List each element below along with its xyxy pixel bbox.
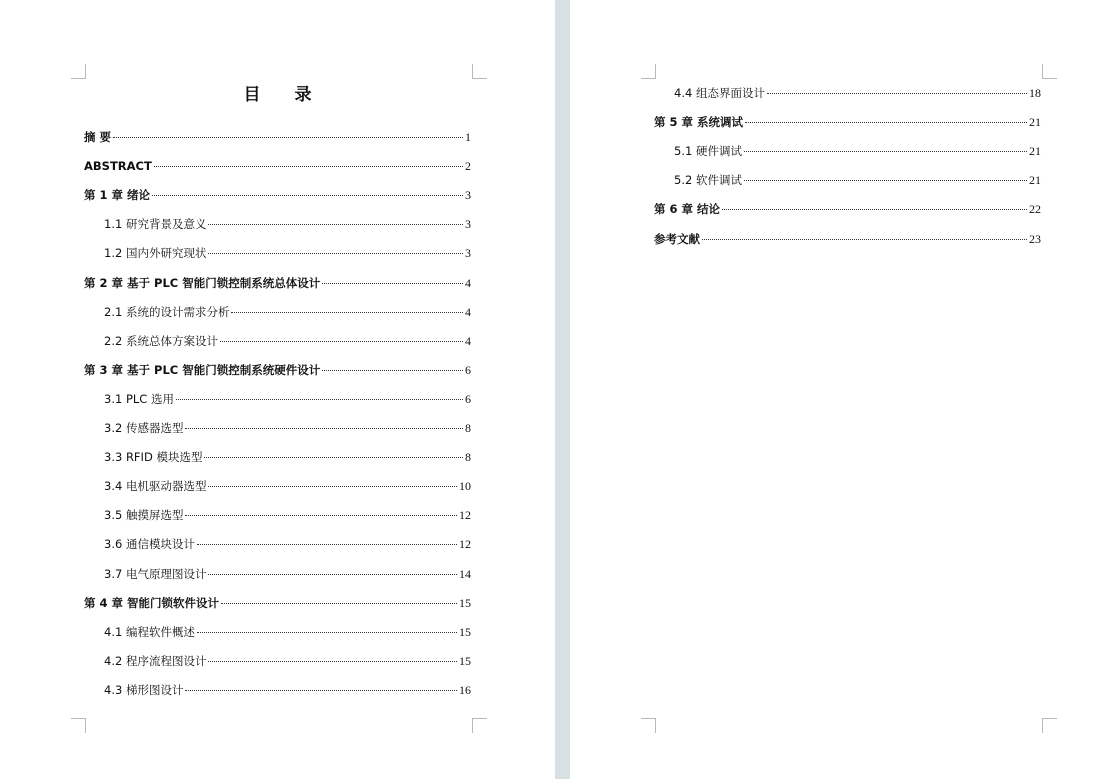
toc-dot-leader xyxy=(185,690,457,691)
crop-mark-top-left xyxy=(71,64,86,79)
toc-entry-page-number: 4 xyxy=(465,334,471,348)
toc-entry-label: 3.6 通信模块设计 xyxy=(104,537,195,551)
toc-dot-leader xyxy=(702,239,1027,240)
toc-entry-label: 2.2 系统总体方案设计 xyxy=(104,334,218,348)
toc-entry[interactable] xyxy=(84,129,471,145)
toc-dot-leader xyxy=(767,93,1027,94)
toc-entry-label: 第 3 章 基于 PLC 智能门锁控制系统硬件设计 xyxy=(84,363,321,377)
toc-entry-page-number: 15 xyxy=(459,596,471,610)
toc-entry-page-number: 23 xyxy=(1029,232,1041,246)
toc-dot-leader xyxy=(152,195,463,196)
toc-dot-leader xyxy=(197,632,457,633)
toc-entry-page-number: 1 xyxy=(465,130,471,144)
toc-entry-label: 3.3 RFID 模块选型 xyxy=(104,450,203,464)
toc-entry-page-number: 2 xyxy=(465,159,471,173)
toc-dot-leader xyxy=(197,544,457,545)
toc-entry[interactable] xyxy=(104,478,471,494)
toc-entry-page-number: 12 xyxy=(459,537,471,551)
toc-entry-label: 参考文献 xyxy=(654,232,700,246)
toc-entry-label: 4.1 编程软件概述 xyxy=(104,625,195,639)
toc-entry[interactable] xyxy=(84,595,471,611)
toc-entry[interactable] xyxy=(104,304,471,320)
toc-entry-page-number: 10 xyxy=(459,479,471,493)
toc-entry-label: 3.4 电机驱动器选型 xyxy=(104,479,207,493)
toc-dot-leader xyxy=(208,661,457,662)
toc-entry[interactable] xyxy=(104,391,471,407)
document-page-left xyxy=(0,0,555,779)
toc-dot-leader xyxy=(745,122,1027,123)
toc-entry[interactable] xyxy=(104,507,471,523)
toc-entry-page-number: 18 xyxy=(1029,86,1041,100)
toc-title: 目 录 xyxy=(243,85,326,105)
toc-entry-label: 1.1 研究背景及意义 xyxy=(104,217,207,231)
toc-entry-page-number: 3 xyxy=(465,188,471,202)
toc-entry[interactable] xyxy=(104,624,471,640)
toc-entry-page-number: 4 xyxy=(465,276,471,290)
crop-mark-top-left xyxy=(641,64,656,79)
toc-entry-label: 3.1 PLC 选用 xyxy=(104,392,174,406)
toc-dot-leader xyxy=(154,166,463,167)
toc-entry-page-number: 16 xyxy=(459,683,471,697)
toc-entry[interactable] xyxy=(104,566,471,582)
toc-dot-leader xyxy=(208,224,463,225)
toc-entry[interactable] xyxy=(104,449,471,465)
toc-entry-label: 5.1 硬件调试 xyxy=(674,144,742,158)
toc-dot-leader xyxy=(113,137,463,138)
toc-dot-leader xyxy=(204,457,463,458)
toc-entry[interactable] xyxy=(104,682,471,698)
toc-dot-leader xyxy=(322,370,463,371)
toc-entry-label: 4.4 组态界面设计 xyxy=(674,86,765,100)
crop-mark-bottom-right xyxy=(1042,718,1057,733)
toc-entry-label: 4.3 梯形图设计 xyxy=(104,683,184,697)
toc-entry-label: 第 4 章 智能门锁软件设计 xyxy=(84,596,220,610)
toc-dot-leader xyxy=(744,151,1027,152)
toc-entry[interactable] xyxy=(654,114,1041,130)
toc-dot-leader xyxy=(176,399,463,400)
toc-entry-label: ABSTRACT xyxy=(84,159,152,173)
toc-entry-page-number: 21 xyxy=(1029,173,1041,187)
toc-dot-leader xyxy=(322,283,463,284)
toc-dot-leader xyxy=(231,312,463,313)
toc-entry[interactable] xyxy=(84,187,471,203)
toc-entry-page-number: 12 xyxy=(459,508,471,522)
toc-entry[interactable] xyxy=(84,158,471,174)
toc-entry[interactable] xyxy=(84,362,471,378)
toc-entry[interactable] xyxy=(654,201,1041,217)
toc-entry[interactable] xyxy=(654,231,1041,247)
toc-dot-leader xyxy=(185,515,457,516)
toc-entry-page-number: 6 xyxy=(465,392,471,406)
toc-entry[interactable] xyxy=(674,143,1041,159)
toc-entry-label: 5.2 软件调试 xyxy=(674,173,742,187)
toc-entry-label: 第 2 章 基于 PLC 智能门锁控制系统总体设计 xyxy=(84,276,321,290)
toc-entry-label: 3.7 电气原理图设计 xyxy=(104,567,207,581)
toc-entry-page-number: 8 xyxy=(465,421,471,435)
toc-dot-leader xyxy=(221,603,457,604)
toc-entry[interactable] xyxy=(104,245,471,261)
crop-mark-bottom-left xyxy=(641,718,656,733)
toc-entry-label: 摘 要 xyxy=(84,130,112,144)
toc-entry-label: 2.1 系统的设计需求分析 xyxy=(104,305,230,319)
document-page-right xyxy=(570,0,1120,779)
toc-dot-leader xyxy=(208,253,463,254)
toc-entry-page-number: 8 xyxy=(465,450,471,464)
toc-entry-page-number: 15 xyxy=(459,654,471,668)
toc-entry[interactable] xyxy=(104,216,471,232)
toc-entry[interactable] xyxy=(104,536,471,552)
toc-entry[interactable] xyxy=(674,172,1041,188)
crop-mark-top-right xyxy=(472,64,487,79)
toc-entry[interactable] xyxy=(674,85,1041,101)
toc-dot-leader xyxy=(208,486,457,487)
toc-dot-leader xyxy=(744,180,1027,181)
crop-mark-bottom-right xyxy=(472,718,487,733)
toc-entry-label: 4.2 程序流程图设计 xyxy=(104,654,207,668)
toc-entry-page-number: 6 xyxy=(465,363,471,377)
toc-dot-leader xyxy=(722,209,1027,210)
toc-entry-label: 1.2 国内外研究现状 xyxy=(104,246,207,260)
toc-entry-page-number: 4 xyxy=(465,305,471,319)
toc-entry-label: 第 5 章 系统调试 xyxy=(654,115,744,129)
toc-entry-page-number: 21 xyxy=(1029,144,1041,158)
toc-entry-page-number: 22 xyxy=(1029,202,1041,216)
toc-entry-page-number: 14 xyxy=(459,567,471,581)
toc-entry-page-number: 21 xyxy=(1029,115,1041,129)
toc-entry[interactable] xyxy=(104,420,471,436)
toc-entry-page-number: 3 xyxy=(465,217,471,231)
toc-entry[interactable] xyxy=(104,333,471,349)
toc-dot-leader xyxy=(185,428,463,429)
toc-entry-label: 第 6 章 结论 xyxy=(654,202,721,216)
toc-entry[interactable] xyxy=(84,275,471,291)
toc-entry-page-number: 3 xyxy=(465,246,471,260)
crop-mark-top-right xyxy=(1042,64,1057,79)
toc-entry-label: 第 1 章 绪论 xyxy=(84,188,151,202)
toc-entry-label: 3.2 传感器选型 xyxy=(104,421,184,435)
toc-entry-page-number: 15 xyxy=(459,625,471,639)
toc-entry-label: 3.5 触摸屏选型 xyxy=(104,508,184,522)
toc-dot-leader xyxy=(208,574,457,575)
toc-dot-leader xyxy=(220,341,463,342)
toc-entry[interactable] xyxy=(104,653,471,669)
crop-mark-bottom-left xyxy=(71,718,86,733)
